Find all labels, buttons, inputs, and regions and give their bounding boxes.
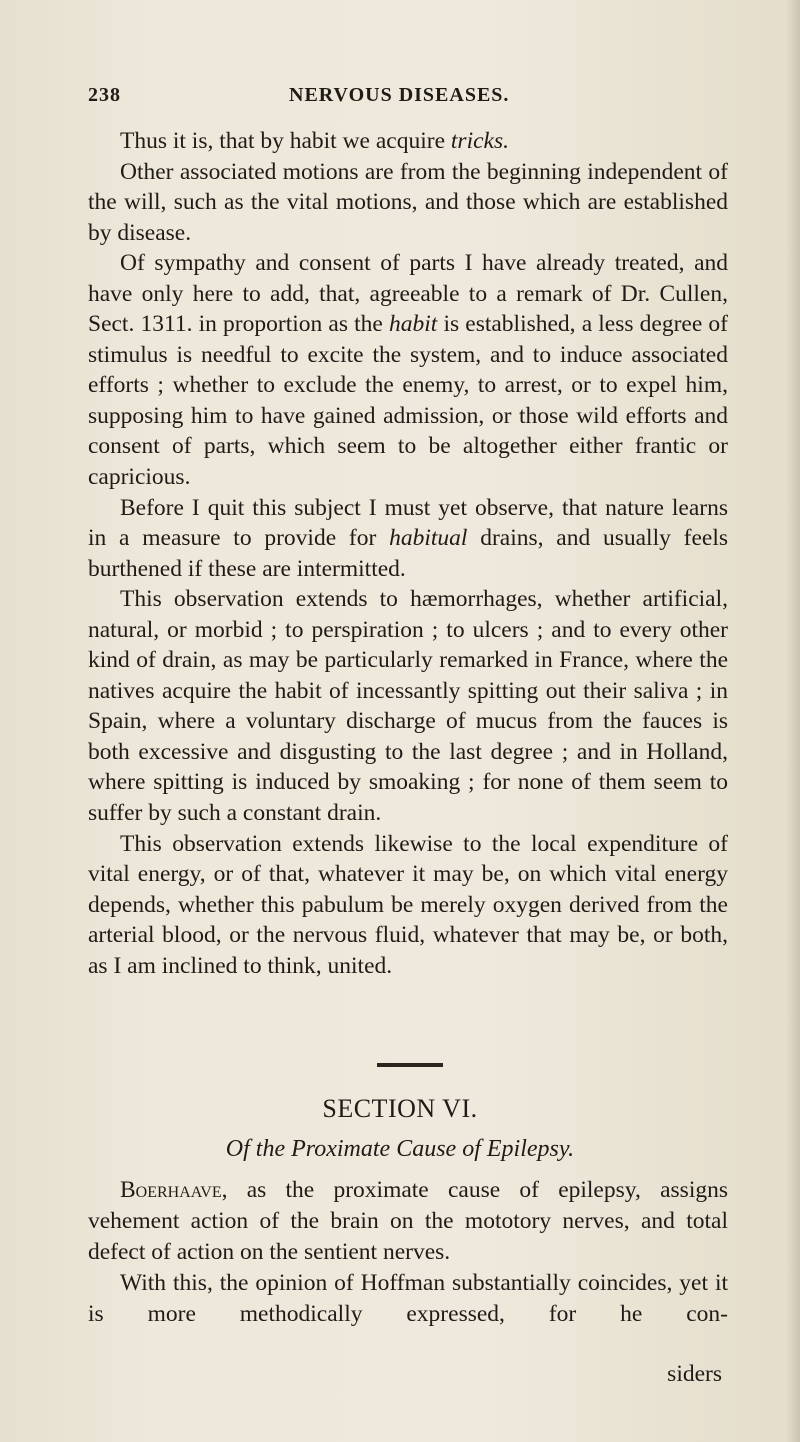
page-number: 238 — [88, 84, 121, 106]
paragraph: Of sympathy and consent of parts I have already treated, and have only here to add, that, agreeable to a remark of Dr. Cullen, Sect. 1311. in proportion as the habit is established, a less degree of stimulus is needful to excite the system, and to induce associated efforts ; whether to exclude the enemy, to arrest, or to expel him, supposing him to have gained admission, or those wild efforts and consent of parts, which seem to be altogether either frantic or capricious. — [88, 250, 728, 491]
paragraph: Thus it is, that by habit we acquire tricks. — [120, 128, 509, 154]
body-text — [88, 126, 728, 981]
paragraph: This observation extends likewise to the local expenditure of vital energy, or of that, whatever it may be, on which vital energy depends, whether this pabulum be merely oxygen derived from the arterial blood, or the nervous fluid, whatever that may be, or both, as I am inclined to think, united. — [88, 830, 728, 979]
section-title: SECTION VI. — [322, 1094, 478, 1123]
section-subtitle: Of the Proximate Cause of Epilepsy. — [225, 1136, 575, 1162]
section-divider-rule — [377, 1063, 443, 1067]
paragraph: This observation extends to hæmorrhages, whether artificial, natural, or morbid ; to perspiration ; to ulcers ; and to every other kind of drain, as may be particularly remarked in France, where the natives acquire the habit of incessantly spitting out their saliva ; in Spain, where a voluntary discharge of mucus from the fauces is both excessive and disgusting to the last degree ; and in Holland, where spitting is induced by smoaking ; for none of them seem to suffer by such a constant drain. — [88, 586, 728, 827]
section-body-text — [88, 1175, 728, 1330]
paragraph: Boerhaave, as the proximate cause of epilepsy, assigns vehement action of the brain on the mototory nerves, and total defect of action on the sentient nerves. — [88, 1177, 728, 1265]
author-name: Boerhaave — [120, 1177, 222, 1203]
paragraph: Other associated motions are from the beginning independent of the will, such as the vital motions, and those which are established by disease. — [88, 158, 728, 246]
page-edge-shadow — [786, 0, 800, 1442]
page-header — [88, 84, 708, 114]
catchword: siders — [667, 1361, 722, 1387]
paragraph: With this, the opinion of Hoffman substantially coincides, yet it is more methodically expressed, for he con- — [88, 1270, 728, 1327]
running-head: NERVOUS DISEASES. — [289, 84, 510, 106]
emphasis: habitual — [389, 525, 468, 552]
emphasis: habit — [388, 311, 438, 338]
emphasis: tricks. — [450, 128, 509, 154]
paragraph: Before I quit this subject I must yet observe, that nature learns in a measure to provide for habitual drains, and usually feels burthened if these are intermitted. — [88, 494, 728, 582]
